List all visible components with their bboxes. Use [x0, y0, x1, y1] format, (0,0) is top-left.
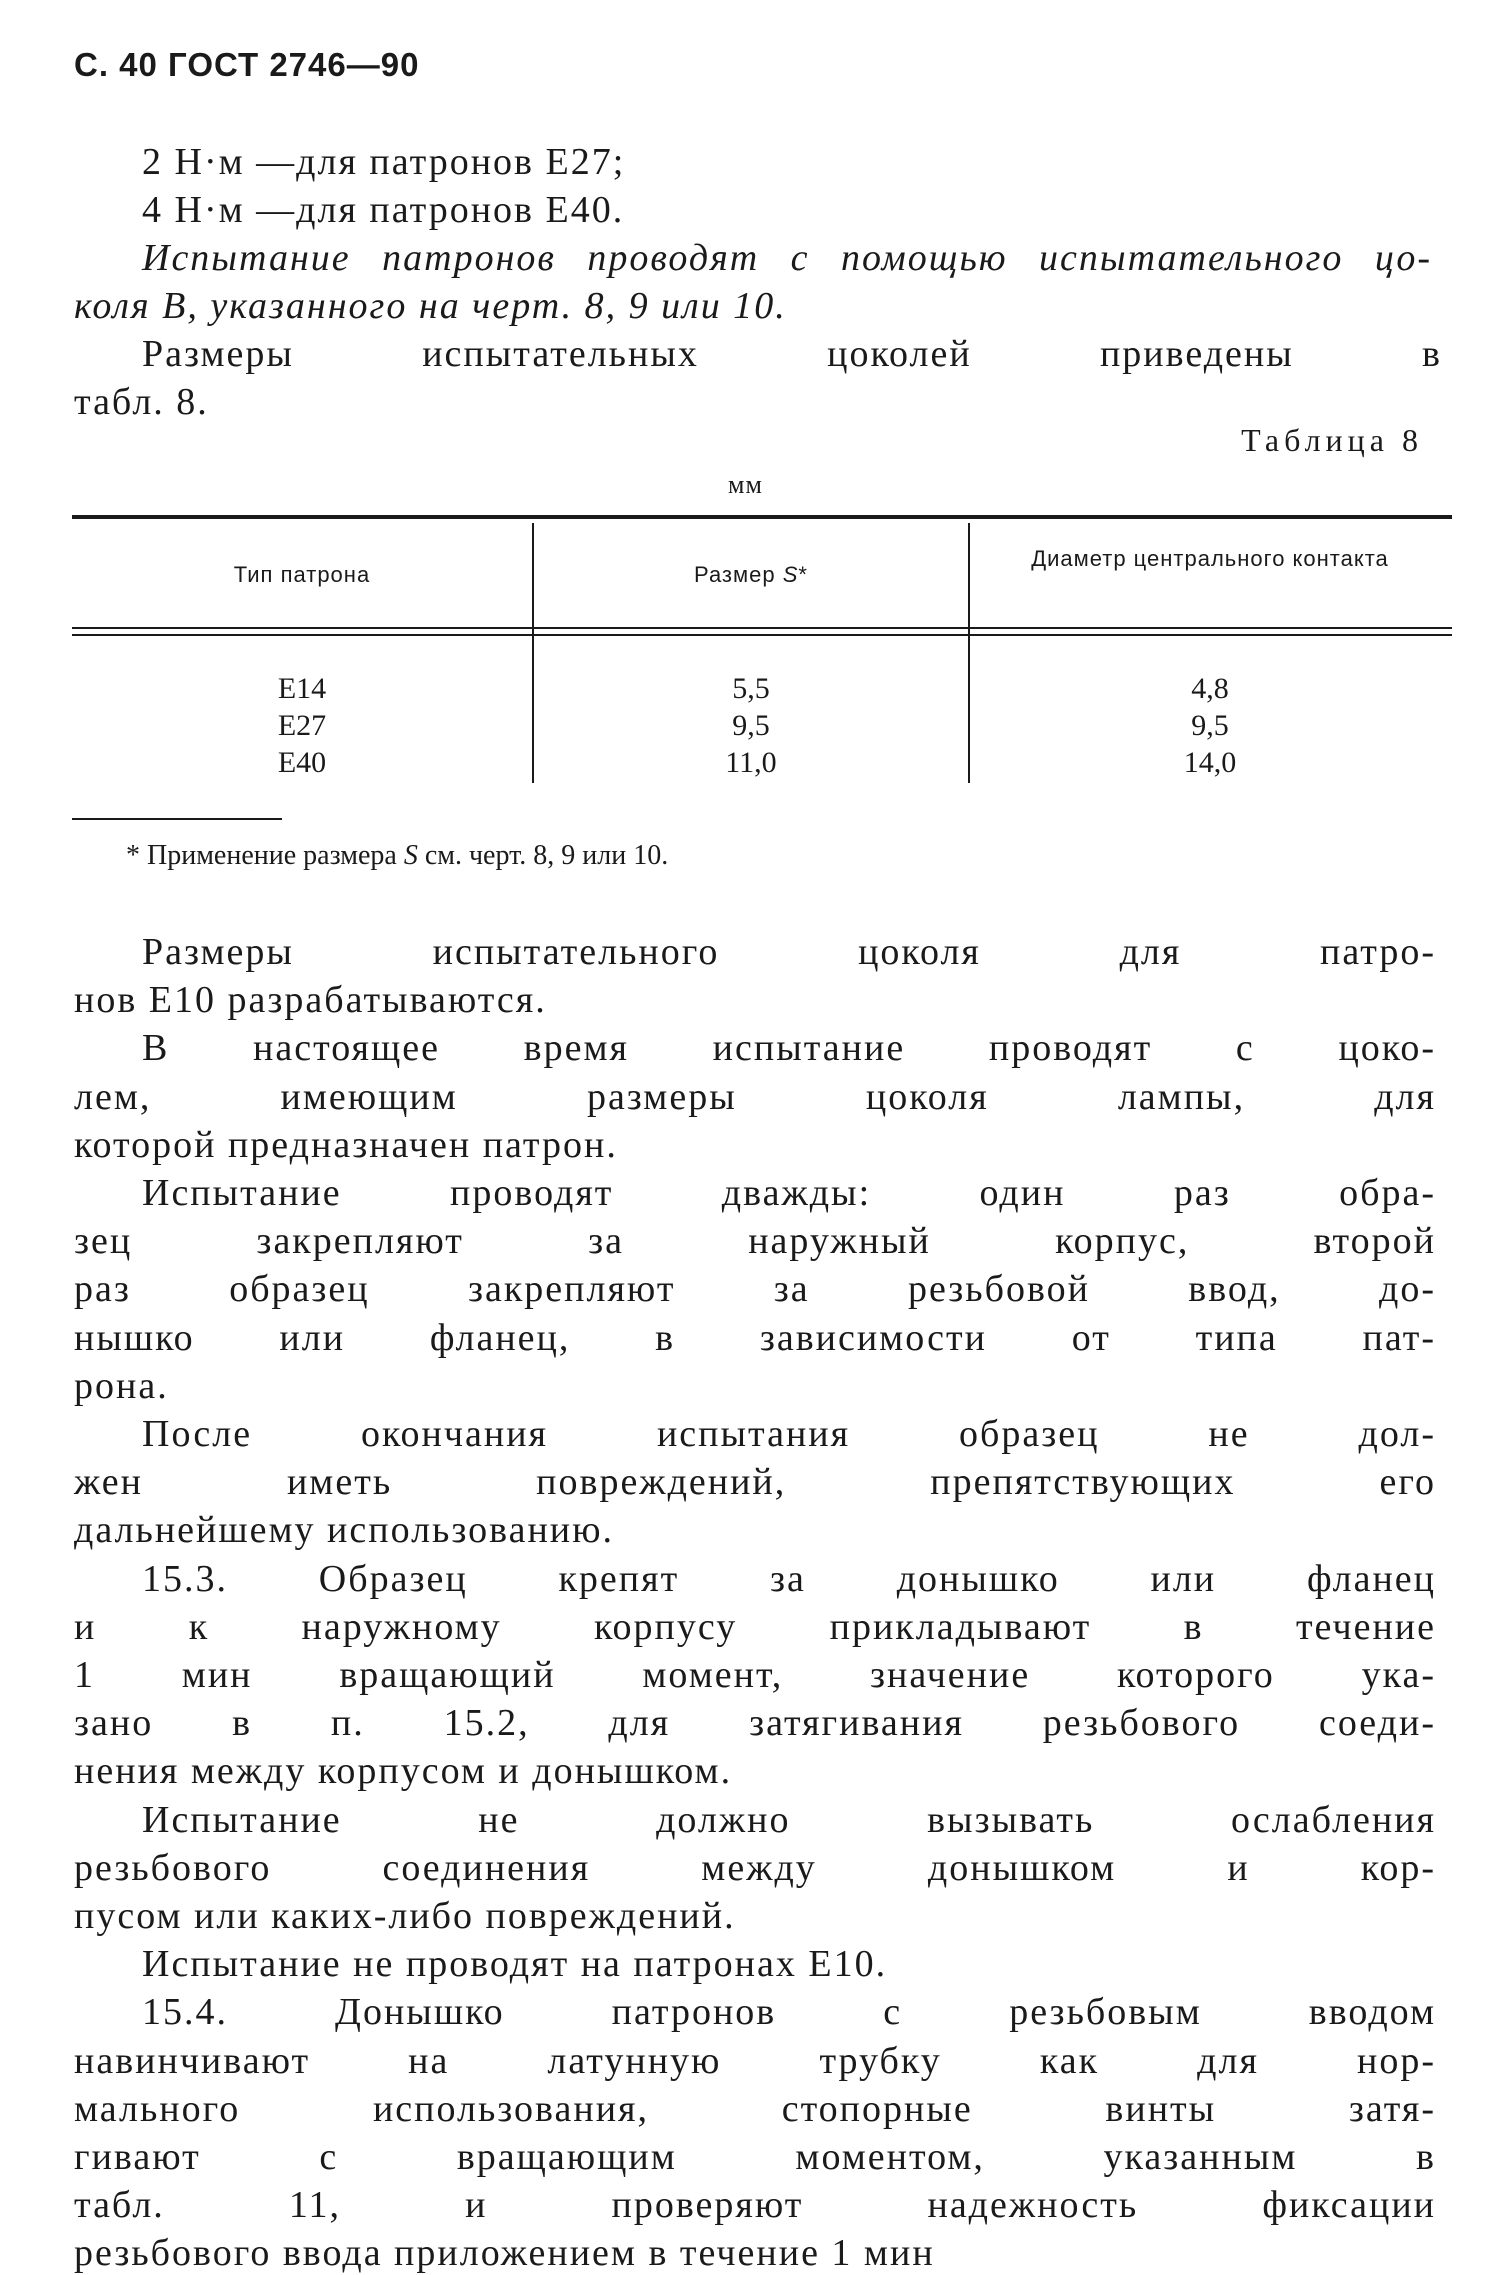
paragraph-line: 15.3. Образец крепят за донышко или фланец — [142, 1558, 1436, 1600]
table-cell-diameter: 14,0 — [1183, 746, 1237, 779]
table-header-rule-1 — [72, 627, 1452, 629]
paragraph-line: Испытание проводят дважды: один раз обра- — [142, 1172, 1436, 1214]
paragraph-line: которой предназначен патрон. — [74, 1124, 618, 1166]
paragraph-line: навинчивают на латунную трубку как для нор- — [74, 2040, 1436, 2082]
table-cell-size: 9,5 — [732, 709, 770, 742]
paragraph-line: После окончания испытания образец не дол- — [142, 1413, 1436, 1455]
table-cell-type: Е27 — [277, 709, 327, 742]
sizes-para-line-1: Размеры испытательных цоколей приведены в — [142, 333, 1442, 375]
table-header-type: Тип патрона — [233, 562, 371, 587]
table-unit: мм — [728, 470, 763, 499]
footnote-rule — [72, 818, 282, 820]
table-row — [534, 670, 968, 781]
table-top-rule — [72, 515, 1452, 519]
table-row — [72, 670, 532, 781]
paragraph-line: жен иметь повреждений, препятствующих его — [74, 1461, 1436, 1503]
paragraph-line: нов Е10 разрабатываются. — [74, 979, 547, 1021]
paragraph-line: резьбового соединения между донышком и кор- — [74, 1847, 1436, 1889]
table-row — [970, 670, 1450, 781]
table-cell-size: 11,0 — [725, 746, 777, 779]
italic-para-line-2: коля В, указанного на черт. 8, 9 или 10. — [74, 285, 787, 327]
paragraph-line: резьбового ввода приложением в течение 1 мин — [74, 2232, 935, 2274]
paragraph-line: раз образец закрепляют за резьбовой ввод, до- — [74, 1268, 1436, 1310]
table-footnote: * Применение размера S см. черт. 8, 9 или 10. — [126, 840, 669, 871]
torque-line-e40: 4 Н·м —для патронов Е40. — [142, 189, 625, 231]
paragraph-line: мального использования, стопорные винты затя- — [74, 2088, 1436, 2130]
table-cell-type: Е40 — [277, 746, 327, 779]
paragraph-line: Испытание не должно вызывать ослабления — [142, 1799, 1436, 1841]
table-cell-size: 5,5 — [732, 672, 770, 705]
sizes-para-line-2: табл. 8. — [74, 381, 209, 423]
paragraph-line: пусом или каких-либо повреждений. — [74, 1895, 736, 1937]
torque-line-e27: 2 Н·м —для патронов Е27; — [142, 141, 626, 183]
table-header-rule-2 — [72, 634, 1452, 636]
paragraph-line: Испытание не проводят на патронах Е10. — [142, 1943, 888, 1985]
paragraph-line: нения между корпусом и донышком. — [74, 1750, 733, 1792]
paragraph-line: табл. 11, и проверяют надежность фиксации — [74, 2184, 1436, 2226]
paragraph-line: и к наружному корпусу прикладывают в течение — [74, 1606, 1436, 1648]
table-cell-type: Е14 — [277, 672, 327, 705]
paragraph-line: дальнейшему использованию. — [74, 1509, 615, 1551]
table-header-size: Размер S* — [694, 562, 808, 587]
paragraph-line: рона. — [74, 1365, 169, 1407]
table-caption: Таблица 8 — [1241, 422, 1423, 458]
paragraph-line: нышко или фланец, в зависимости от типа пат- — [74, 1317, 1436, 1359]
paragraph-line: В настоящее время испытание проводят с цоко- — [142, 1027, 1436, 1069]
paragraph-line: гивают с вращающим моментом, указанным в — [74, 2136, 1436, 2178]
table-cell-diameter: 9,5 — [1191, 709, 1229, 742]
paragraph-line: лем, имеющим размеры цоколя лампы, для — [74, 1076, 1436, 1118]
italic-para-line-1: Испытание патронов проводят с помощью испытательного цо- — [142, 237, 1432, 279]
paragraph-line: зано в п. 15.2, для затягивания резьбового соеди- — [74, 1702, 1436, 1744]
paragraph-line: 1 мин вращающий момент, значение которого ука- — [74, 1654, 1436, 1696]
page-header: С. 40 ГОСТ 2746—90 — [74, 46, 420, 83]
table-cell-diameter: 4,8 — [1191, 672, 1229, 705]
table-header-diameter: Диаметр центрального контакта — [1031, 546, 1389, 571]
paragraph-line: 15.4. Донышко патронов с резьбовым вводом — [142, 1991, 1436, 2033]
paragraph-line: зец закрепляют за наружный корпус, второй — [74, 1220, 1436, 1262]
paragraph-line: Размеры испытательного цоколя для патро- — [142, 931, 1436, 973]
